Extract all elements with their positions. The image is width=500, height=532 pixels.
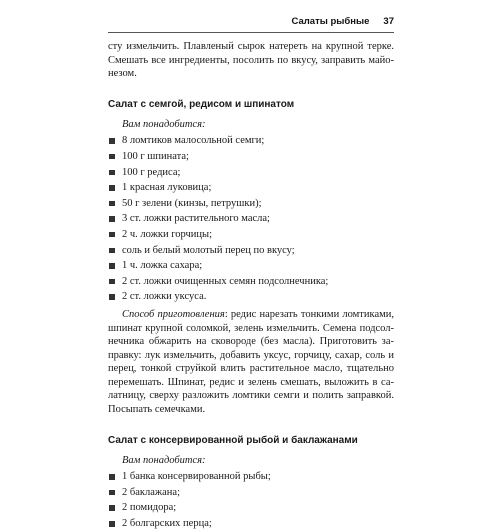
- text-line: шпинат крупной соломкой, зелень измельчить. Семена подсол-: [108, 322, 394, 334]
- list-item: 2 болгарских перца;: [108, 516, 394, 532]
- section-title: Салаты рыбные: [291, 16, 370, 27]
- text-line: правку: лук измельчить, добавить уксус, горчицу, сахар, соль и: [108, 349, 394, 361]
- method-label: Способ приготовления: [122, 308, 225, 320]
- list-item: 1 банка консервированной рыбы;: [108, 469, 394, 485]
- text-line: перемешать. Шпинат, редис и зелень смешать, выложить в са-: [108, 376, 394, 388]
- ingredient-list: [108, 133, 394, 305]
- square-bullet-icon: [109, 279, 115, 285]
- list-item: 2 ч. ложки горчицы;: [108, 227, 394, 243]
- text-line: незом.: [108, 68, 137, 80]
- recipe-title: Салат с консервированной рыбой и баклажанами: [108, 434, 358, 446]
- recipe-title: Салат с семгой, редисом и шпинатом: [108, 98, 295, 110]
- page-content: [108, 40, 394, 532]
- text-line: латницу, сверху разложить ломтики семги и полить заправкой.: [108, 390, 394, 402]
- intro-paragraph: [108, 40, 394, 81]
- page-number: 37: [383, 16, 394, 27]
- ingredient-list: [108, 469, 394, 531]
- square-bullet-icon: [109, 154, 115, 160]
- text-line: Смешать все ингредиенты, посолить по вкусу, заправить майо-: [108, 54, 394, 66]
- method-paragraph: [108, 308, 394, 417]
- list-item: 2 ст. ложки уксуса.: [108, 289, 394, 305]
- list-item: 100 г редиса;: [108, 165, 394, 181]
- list-item: 2 ст. ложки очищенных семян подсолнечника;: [108, 274, 394, 290]
- square-bullet-icon: [109, 185, 115, 191]
- square-bullet-icon: [109, 294, 115, 300]
- text-line: перец, тонкой струйкой влить растительное масло, тщательно: [108, 363, 394, 375]
- list-item: 50 г зелени (кинзы, петрушки);: [108, 196, 394, 212]
- square-bullet-icon: [109, 201, 115, 207]
- square-bullet-icon: [109, 263, 115, 269]
- square-bullet-icon: [109, 216, 115, 222]
- square-bullet-icon: [109, 505, 115, 511]
- square-bullet-icon: [109, 248, 115, 254]
- running-header: [108, 16, 394, 30]
- square-bullet-icon: [109, 232, 115, 238]
- text-line: Способ приготовления: редис нарезать тонкими ломтиками,: [122, 308, 395, 320]
- text-line: сту измельчить. Плавленый сырок натереть на крупной терке.: [108, 41, 394, 52]
- square-bullet-icon: [109, 474, 115, 480]
- text-line: Посыпать семечками.: [108, 404, 206, 416]
- list-item: соль и белый молотый перец по вкусу;: [108, 243, 394, 259]
- square-bullet-icon: [109, 521, 115, 527]
- square-bullet-icon: [109, 138, 115, 144]
- list-item: 100 г шпината;: [108, 149, 394, 165]
- list-item: 3 ст. ложки растительного масла;: [108, 211, 394, 227]
- list-item: 1 красная луковица;: [108, 180, 394, 196]
- text-line: нечника обжарить на сковороде (без масла). Приготовить за-: [108, 336, 394, 348]
- list-item: 2 баклажана;: [108, 485, 394, 501]
- header-rule: [108, 32, 394, 33]
- list-item: 8 ломтиков малосольной семги;: [108, 133, 394, 149]
- square-bullet-icon: [109, 490, 115, 496]
- ingredients-label: Вам понадобится:: [122, 454, 206, 466]
- list-item: 2 помидора;: [108, 500, 394, 516]
- ingredients-label: Вам понадобится:: [122, 118, 206, 130]
- list-item: 1 ч. ложка сахара;: [108, 258, 394, 274]
- square-bullet-icon: [109, 170, 115, 176]
